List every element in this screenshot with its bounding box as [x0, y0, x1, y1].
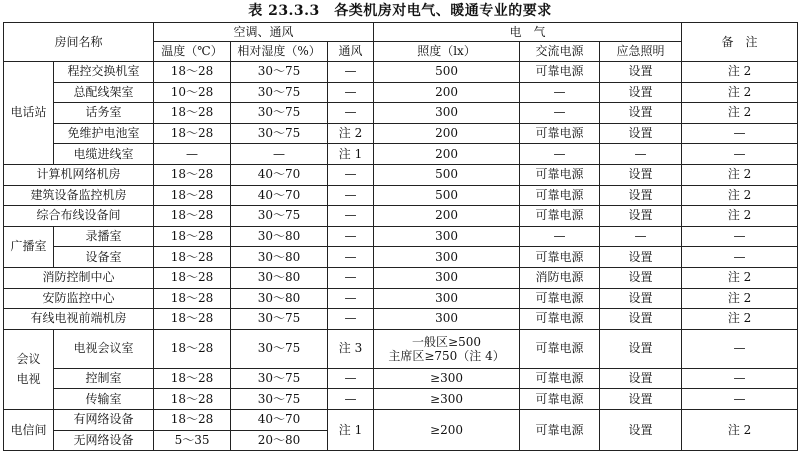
cell-lux: [374, 329, 520, 368]
cell-emergency: —: [600, 144, 682, 165]
cell-humidity: 30～75: [231, 329, 328, 368]
table-row: [4, 309, 798, 330]
group-telecom: 电信间: [4, 409, 54, 450]
cell-lux: 300: [374, 103, 520, 124]
cell-vent: —: [328, 206, 374, 227]
cell-vent: —: [328, 103, 374, 124]
table-row: [4, 389, 798, 410]
cell-vent: —: [328, 82, 374, 103]
cell-note: —: [682, 226, 798, 247]
cell-emergency: 设置: [600, 82, 682, 103]
header-remarks: 备 注: [682, 23, 798, 62]
cell-power: 可靠电源: [520, 123, 600, 144]
cell-emergency: 设置: [600, 309, 682, 330]
room-name: 设备室: [54, 247, 154, 268]
cell-temp: 18～28: [154, 409, 231, 430]
cell-note: 注 2: [682, 288, 798, 309]
room-name: 无网络设备: [54, 430, 154, 451]
cell-temp: 18～28: [154, 123, 231, 144]
table-row: [4, 368, 798, 389]
room-name: 免维护电池室: [54, 123, 154, 144]
room-name: 消防控制中心: [4, 267, 154, 288]
cell-vent: —: [328, 267, 374, 288]
cell-humidity: 30～80: [231, 267, 328, 288]
cell-power: —: [520, 103, 600, 124]
cell-note: —: [682, 329, 798, 368]
cell-temp: 18～28: [154, 288, 231, 309]
room-name: 有线电视前端机房: [4, 309, 154, 330]
cell-power: 可靠电源: [520, 206, 600, 227]
cell-power: —: [520, 82, 600, 103]
table-row: [4, 164, 798, 185]
cell-emergency: 设置: [600, 206, 682, 227]
cell-humidity: 30～75: [231, 82, 328, 103]
cell-emergency: 设置: [600, 185, 682, 206]
cell-temp: 18～28: [154, 368, 231, 389]
cell-temp: 18～28: [154, 185, 231, 206]
cell-lux: 300: [374, 247, 520, 268]
cell-vent: —: [328, 185, 374, 206]
room-name: 有网络设备: [54, 409, 154, 430]
table-row: [4, 144, 798, 165]
cell-note: —: [682, 247, 798, 268]
cell-temp: 18～28: [154, 103, 231, 124]
cell-lux: 200: [374, 144, 520, 165]
cell-note: 注 2: [682, 62, 798, 83]
table-row: [4, 123, 798, 144]
cell-humidity: 30～80: [231, 247, 328, 268]
cell-vent: —: [328, 247, 374, 268]
cell-humidity: —: [231, 144, 328, 165]
header-humidity: 相对湿度（%）: [231, 42, 328, 62]
header-ac-power: 交流电源: [520, 42, 600, 62]
cell-humidity: 30～75: [231, 123, 328, 144]
cell-vent: —: [328, 62, 374, 83]
table-row: [4, 267, 798, 288]
cell-temp: 18～28: [154, 329, 231, 368]
cell-vent: —: [328, 368, 374, 389]
table-title: 表 23.3.3 各类机房对电气、暖通专业的要求: [248, 3, 552, 19]
cell-emergency: 设置: [600, 267, 682, 288]
cell-note: —: [682, 144, 798, 165]
cell-power: 可靠电源: [520, 329, 600, 368]
table-row: [4, 409, 798, 430]
table-row: [4, 206, 798, 227]
header-emergency-lighting: 应急照明: [600, 42, 682, 62]
cell-lux: ≥300: [374, 368, 520, 389]
cell-emergency: —: [600, 226, 682, 247]
cell-note: 注 2: [682, 409, 798, 450]
group-broadcast: 广播室: [4, 226, 54, 267]
cell-humidity: 30～75: [231, 62, 328, 83]
cell-humidity: 30～80: [231, 226, 328, 247]
cell-note: 注 2: [682, 82, 798, 103]
header-electrical: 电 气: [374, 23, 682, 42]
cell-humidity: 40～70: [231, 409, 328, 430]
room-name: 录播室: [54, 226, 154, 247]
cell-humidity: 20～80: [231, 430, 328, 451]
lux-general-area: 一般区≥500: [412, 334, 482, 349]
cell-power: 可靠电源: [520, 409, 600, 450]
header-room-name: 房间名称: [4, 23, 154, 62]
cell-temp: 18～28: [154, 389, 231, 410]
cell-temp: 18～28: [154, 267, 231, 288]
table-row: [4, 185, 798, 206]
cell-vent: 注 1: [328, 409, 374, 450]
group-conference: [4, 329, 54, 409]
cell-temp: —: [154, 144, 231, 165]
cell-vent: —: [328, 309, 374, 330]
cell-note: —: [682, 389, 798, 410]
cell-note: 注 2: [682, 164, 798, 185]
header-temperature: 温度（℃）: [154, 42, 231, 62]
cell-temp: 18～28: [154, 164, 231, 185]
cell-vent: 注 3: [328, 329, 374, 368]
room-name: 程控交换机室: [54, 62, 154, 83]
cell-temp: 18～28: [154, 62, 231, 83]
cell-humidity: 30～75: [231, 103, 328, 124]
cell-humidity: 30～75: [231, 206, 328, 227]
cell-power: 可靠电源: [520, 185, 600, 206]
cell-vent: —: [328, 389, 374, 410]
cell-lux: 500: [374, 164, 520, 185]
cell-power: 消防电源: [520, 267, 600, 288]
cell-note: —: [682, 123, 798, 144]
room-name: 综合布线设备间: [4, 206, 154, 227]
cell-humidity: 40～70: [231, 185, 328, 206]
table-row: [4, 288, 798, 309]
cell-note: 注 2: [682, 185, 798, 206]
cell-emergency: 设置: [600, 389, 682, 410]
room-name: 安防监控中心: [4, 288, 154, 309]
cell-temp: 10～28: [154, 82, 231, 103]
cell-vent: —: [328, 164, 374, 185]
cell-emergency: 设置: [600, 247, 682, 268]
cell-emergency: 设置: [600, 288, 682, 309]
header-illuminance: 照度（lx）: [374, 42, 520, 62]
header-hvac: 空调、通风: [154, 23, 374, 42]
cell-power: 可靠电源: [520, 62, 600, 83]
room-name: 总配线架室: [54, 82, 154, 103]
cell-note: —: [682, 368, 798, 389]
cell-emergency: 设置: [600, 103, 682, 124]
room-name: 电缆进线室: [54, 144, 154, 165]
cell-power: 可靠电源: [520, 368, 600, 389]
lux-chairman-area: 主席区≥750（注 4）: [388, 348, 505, 363]
cell-lux: 300: [374, 226, 520, 247]
cell-lux: 200: [374, 123, 520, 144]
header-ventilation: 通风: [328, 42, 374, 62]
group-telephone: 电话站: [4, 62, 54, 165]
cell-temp: 18～28: [154, 247, 231, 268]
cell-note: 注 2: [682, 267, 798, 288]
cell-lux: 500: [374, 62, 520, 83]
table-row: [4, 329, 798, 368]
cell-note: 注 2: [682, 206, 798, 227]
cell-emergency: 设置: [600, 123, 682, 144]
cell-note: 注 2: [682, 309, 798, 330]
cell-humidity: 30～75: [231, 368, 328, 389]
cell-lux: 200: [374, 82, 520, 103]
room-name: 电视会议室: [54, 329, 154, 368]
room-name: 传输室: [54, 389, 154, 410]
group-conference-label: 会议电视: [16, 352, 41, 387]
cell-emergency: 设置: [600, 164, 682, 185]
cell-lux: 300: [374, 267, 520, 288]
cell-lux: 300: [374, 309, 520, 330]
table-row: [4, 226, 798, 247]
cell-power: 可靠电源: [520, 164, 600, 185]
cell-lux: ≥300: [374, 389, 520, 410]
table-row: [4, 103, 798, 124]
cell-lux: ≥200: [374, 409, 520, 450]
cell-vent: —: [328, 288, 374, 309]
cell-humidity: 30～75: [231, 389, 328, 410]
cell-emergency: 设置: [600, 409, 682, 450]
cell-humidity: 40～70: [231, 164, 328, 185]
cell-note: 注 2: [682, 103, 798, 124]
cell-temp: 5～35: [154, 430, 231, 451]
cell-emergency: 设置: [600, 62, 682, 83]
cell-humidity: 30～80: [231, 288, 328, 309]
cell-emergency: 设置: [600, 368, 682, 389]
room-name: 话务室: [54, 103, 154, 124]
cell-temp: 18～28: [154, 309, 231, 330]
cell-vent: —: [328, 226, 374, 247]
cell-lux: 200: [374, 206, 520, 227]
cell-lux: 500: [374, 185, 520, 206]
cell-temp: 18～28: [154, 226, 231, 247]
room-name: 控制室: [54, 368, 154, 389]
cell-temp: 18～28: [154, 206, 231, 227]
cell-power: 可靠电源: [520, 309, 600, 330]
cell-vent: 注 2: [328, 123, 374, 144]
cell-power: 可靠电源: [520, 247, 600, 268]
cell-vent: 注 1: [328, 144, 374, 165]
room-name: 计算机网络机房: [4, 164, 154, 185]
table-row: [4, 82, 798, 103]
cell-humidity: 30～75: [231, 309, 328, 330]
cell-power: —: [520, 144, 600, 165]
cell-power: —: [520, 226, 600, 247]
cell-power: 可靠电源: [520, 389, 600, 410]
cell-emergency: 设置: [600, 329, 682, 368]
requirements-table: [3, 22, 798, 451]
room-name: 建筑设备监控机房: [4, 185, 154, 206]
cell-power: 可靠电源: [520, 288, 600, 309]
cell-lux: 300: [374, 288, 520, 309]
table-row: [4, 62, 798, 83]
table-row: [4, 247, 798, 268]
